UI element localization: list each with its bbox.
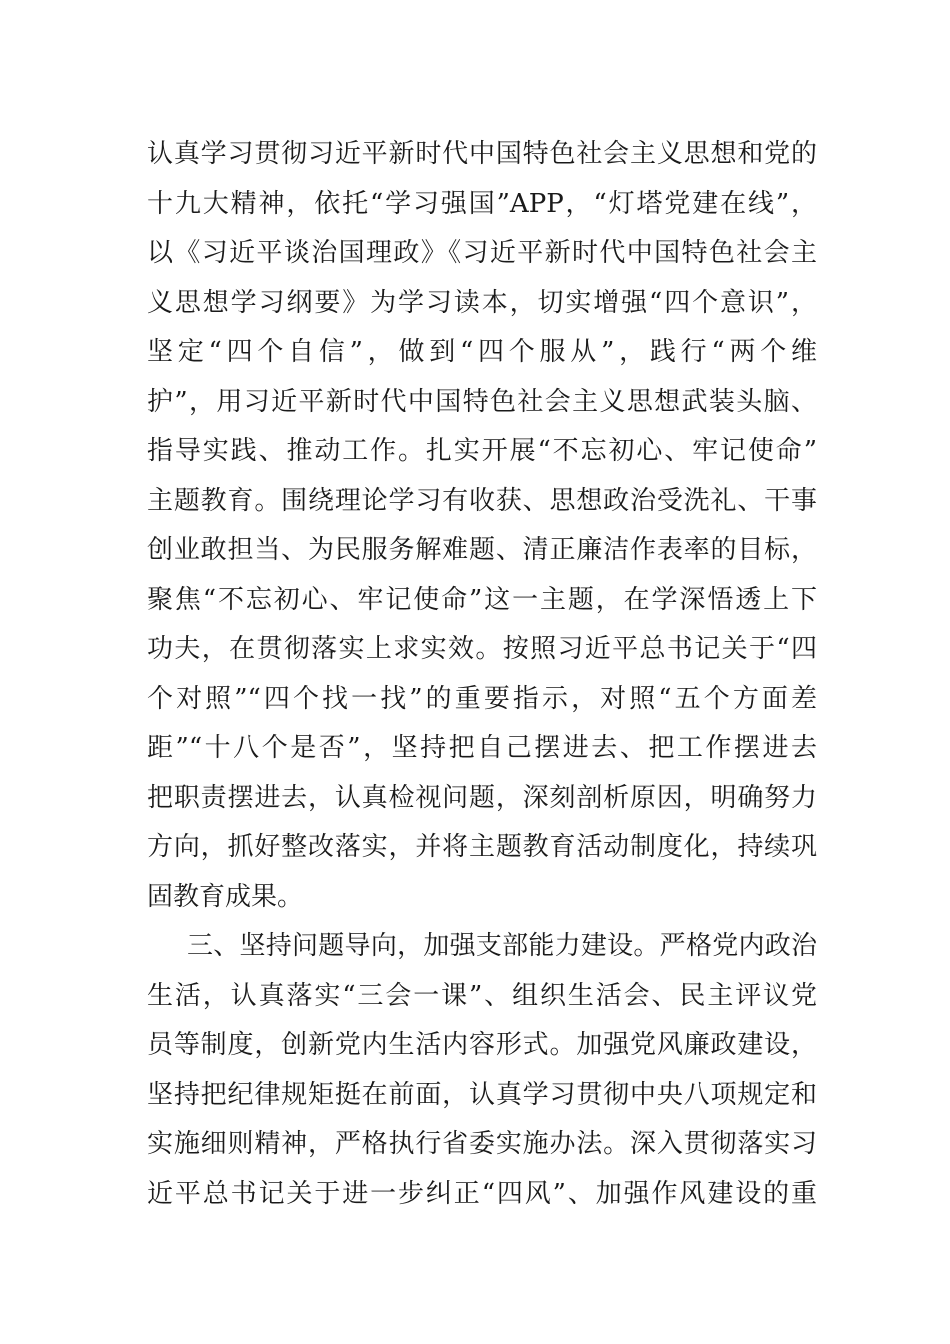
text-line: 义思想学习纲要》为学习读本，切实增强“四个意识”， bbox=[147, 287, 817, 318]
text-line: 指导实践、推动工作。扎实开展“不忘初心、牢记使命” bbox=[147, 436, 817, 466]
text-line: 把职责摆进去，认真检视问题，深刻剖析原因，明确努力 bbox=[147, 782, 817, 813]
text-line: 生活，认真落实“三会一课”、组织生活会、民主评议党 bbox=[147, 980, 817, 1011]
text-line: 距”“十八个是否”，坚持把自己摆进去、把工作摆进去 bbox=[147, 733, 817, 763]
text-line: 坚定“四个自信”，做到“四个服从”，践行“两个维 bbox=[147, 337, 817, 367]
text-line: 认真学习贯彻习近平新时代中国特色社会主义思想和党的 bbox=[147, 139, 817, 169]
section-heading-line: 三、坚持问题导向，加强支部能力建设。严格党内政治 bbox=[187, 931, 817, 961]
text-line: 员等制度，创新党内生活内容形式。加强党风廉政建设， bbox=[147, 1030, 817, 1060]
text-line: 方向，抓好整改落实，并将主题教育活动制度化，持续巩 bbox=[147, 832, 817, 862]
text-line: 主题教育。围绕理论学习有收获、思想政治受洗礼、干事 bbox=[147, 485, 817, 516]
text-line: 固教育成果。 bbox=[147, 881, 304, 912]
text-line: 护”，用习近平新时代中国特色社会主义思想武装头脑、 bbox=[147, 386, 817, 417]
text-line: 近平总书记关于进一步纠正“四风”、加强作风建设的重 bbox=[147, 1178, 817, 1209]
text-line: 聚焦“不忘初心、牢记使命”这一主题，在学深悟透上下 bbox=[147, 584, 817, 615]
text-line: 实施细则精神，严格执行省委实施办法。深入贯彻落实习 bbox=[147, 1129, 817, 1159]
text-line: 坚持把纪律规矩挺在前面，认真学习贯彻中央八项规定和 bbox=[147, 1079, 817, 1110]
text-line: 以《习近平谈治国理政》《习近平新时代中国特色社会主 bbox=[147, 238, 817, 268]
text-line: 个对照”“四个找一找”的重要指示，对照“五个方面差 bbox=[147, 683, 817, 714]
text-line: 功夫，在贯彻落实上求实效。按照习近平总书记关于“四 bbox=[147, 634, 817, 664]
text-line: 创业敢担当、为民服务解难题、清正廉洁作表率的目标， bbox=[147, 535, 817, 565]
text-line: 十九大精神，依托“学习强国”APP，“灯塔党建在线”， bbox=[147, 188, 817, 219]
body-text bbox=[147, 130, 817, 1219]
